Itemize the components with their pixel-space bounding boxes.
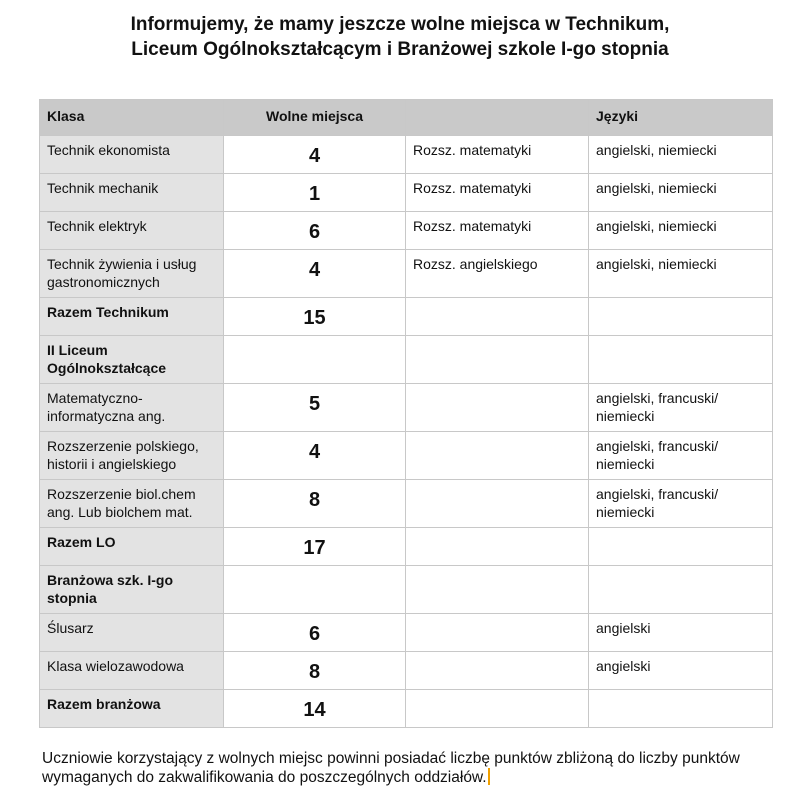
cell-profil: Rozsz. matematyki: [406, 136, 589, 174]
cell-jezyki: [589, 566, 773, 614]
cell-profil: [406, 690, 589, 728]
table-header-row: [40, 100, 773, 136]
cell-profil: [406, 336, 589, 384]
table-row: [40, 614, 773, 652]
header-jezyki: Języki: [589, 100, 773, 136]
cell-jezyki: [589, 690, 773, 728]
cell-profil: [406, 652, 589, 690]
cell-wolne-miejsca: [224, 566, 406, 614]
cell-jezyki: angielski, francuski/ niemiecki: [589, 480, 773, 528]
text-cursor: [488, 768, 490, 785]
cell-wolne-miejsca: 4: [224, 432, 406, 480]
cell-profil: [406, 480, 589, 528]
cell-jezyki: angielski: [589, 614, 773, 652]
cell-profil: [406, 298, 589, 336]
cell-klasa: Technik elektryk: [40, 212, 224, 250]
cell-wolne-miejsca: 1: [224, 174, 406, 212]
cell-profil: [406, 566, 589, 614]
cell-jezyki: [589, 336, 773, 384]
cell-profil: [406, 614, 589, 652]
table-row: [40, 212, 773, 250]
cell-wolne-miejsca: 14: [224, 690, 406, 728]
cell-klasa: Razem branżowa: [40, 690, 224, 728]
cell-jezyki: angielski, francuski/ niemiecki: [589, 384, 773, 432]
cell-wolne-miejsca: 6: [224, 212, 406, 250]
cell-profil: [406, 432, 589, 480]
table-row: [40, 384, 773, 432]
cell-klasa: Ślusarz: [40, 614, 224, 652]
table-row: [40, 136, 773, 174]
table-row: [40, 566, 773, 614]
cell-klasa: Matematyczno-informatyczna ang.: [40, 384, 224, 432]
cell-profil: Rozsz. matematyki: [406, 174, 589, 212]
cell-klasa: Razem Technikum: [40, 298, 224, 336]
cell-klasa: Rozszerzenie biol.chem ang. Lub biolchem mat.: [40, 480, 224, 528]
table-row: [40, 690, 773, 728]
cell-wolne-miejsca: [224, 336, 406, 384]
table-row: [40, 652, 773, 690]
footer-note[interactable]: [42, 749, 782, 787]
cell-profil: [406, 528, 589, 566]
header-profil: [406, 100, 589, 136]
cell-klasa: Technik mechanik: [40, 174, 224, 212]
cell-wolne-miejsca: 17: [224, 528, 406, 566]
cell-wolne-miejsca: 15: [224, 298, 406, 336]
cell-jezyki: [589, 298, 773, 336]
cell-klasa: Technik żywienia i usług gastronomicznych: [40, 250, 224, 298]
table-row: [40, 250, 773, 298]
cell-profil: Rozsz. angielskiego: [406, 250, 589, 298]
page-title: [0, 12, 800, 62]
cell-jezyki: angielski, niemiecki: [589, 136, 773, 174]
table-row: [40, 528, 773, 566]
title-line-2: Liceum Ogólnokształcącym i Branżowej szkole I-go stopnia: [131, 39, 669, 60]
vacancies-table: [39, 99, 773, 728]
cell-wolne-miejsca: 6: [224, 614, 406, 652]
cell-klasa: Rozszerzenie polskiego, historii i angielskiego: [40, 432, 224, 480]
table-row: [40, 432, 773, 480]
cell-klasa: Razem LO: [40, 528, 224, 566]
cell-wolne-miejsca: 5: [224, 384, 406, 432]
cell-wolne-miejsca: 8: [224, 652, 406, 690]
cell-jezyki: angielski, niemiecki: [589, 212, 773, 250]
cell-jezyki: [589, 528, 773, 566]
header-wolne-miejsca: Wolne miejsca: [224, 100, 406, 136]
cell-profil: [406, 384, 589, 432]
cell-klasa: Technik ekonomista: [40, 136, 224, 174]
cell-profil: Rozsz. matematyki: [406, 212, 589, 250]
cell-wolne-miejsca: 4: [224, 250, 406, 298]
table-row: [40, 336, 773, 384]
footer-text: Uczniowie korzystający z wolnych miejsc powinni posiadać liczbę punktów zbliżoną do liczby punktów wymaganych do zakwalifikowania do poszczególnych oddziałów.: [42, 750, 740, 786]
cell-jezyki: angielski, francuski/ niemiecki: [589, 432, 773, 480]
header-klasa: Klasa: [40, 100, 224, 136]
cell-klasa: II Liceum Ogólnokształcące: [40, 336, 224, 384]
table-row: [40, 480, 773, 528]
cell-jezyki: angielski: [589, 652, 773, 690]
cell-wolne-miejsca: 8: [224, 480, 406, 528]
cell-jezyki: angielski, niemiecki: [589, 250, 773, 298]
cell-jezyki: angielski, niemiecki: [589, 174, 773, 212]
table-row: [40, 174, 773, 212]
table-row: [40, 298, 773, 336]
cell-wolne-miejsca: 4: [224, 136, 406, 174]
title-line-1: Informujemy, że mamy jeszcze wolne miejsca w Technikum,: [130, 14, 670, 35]
cell-klasa: Branżowa szk. I-go stopnia: [40, 566, 224, 614]
cell-klasa: Klasa wielozawodowa: [40, 652, 224, 690]
